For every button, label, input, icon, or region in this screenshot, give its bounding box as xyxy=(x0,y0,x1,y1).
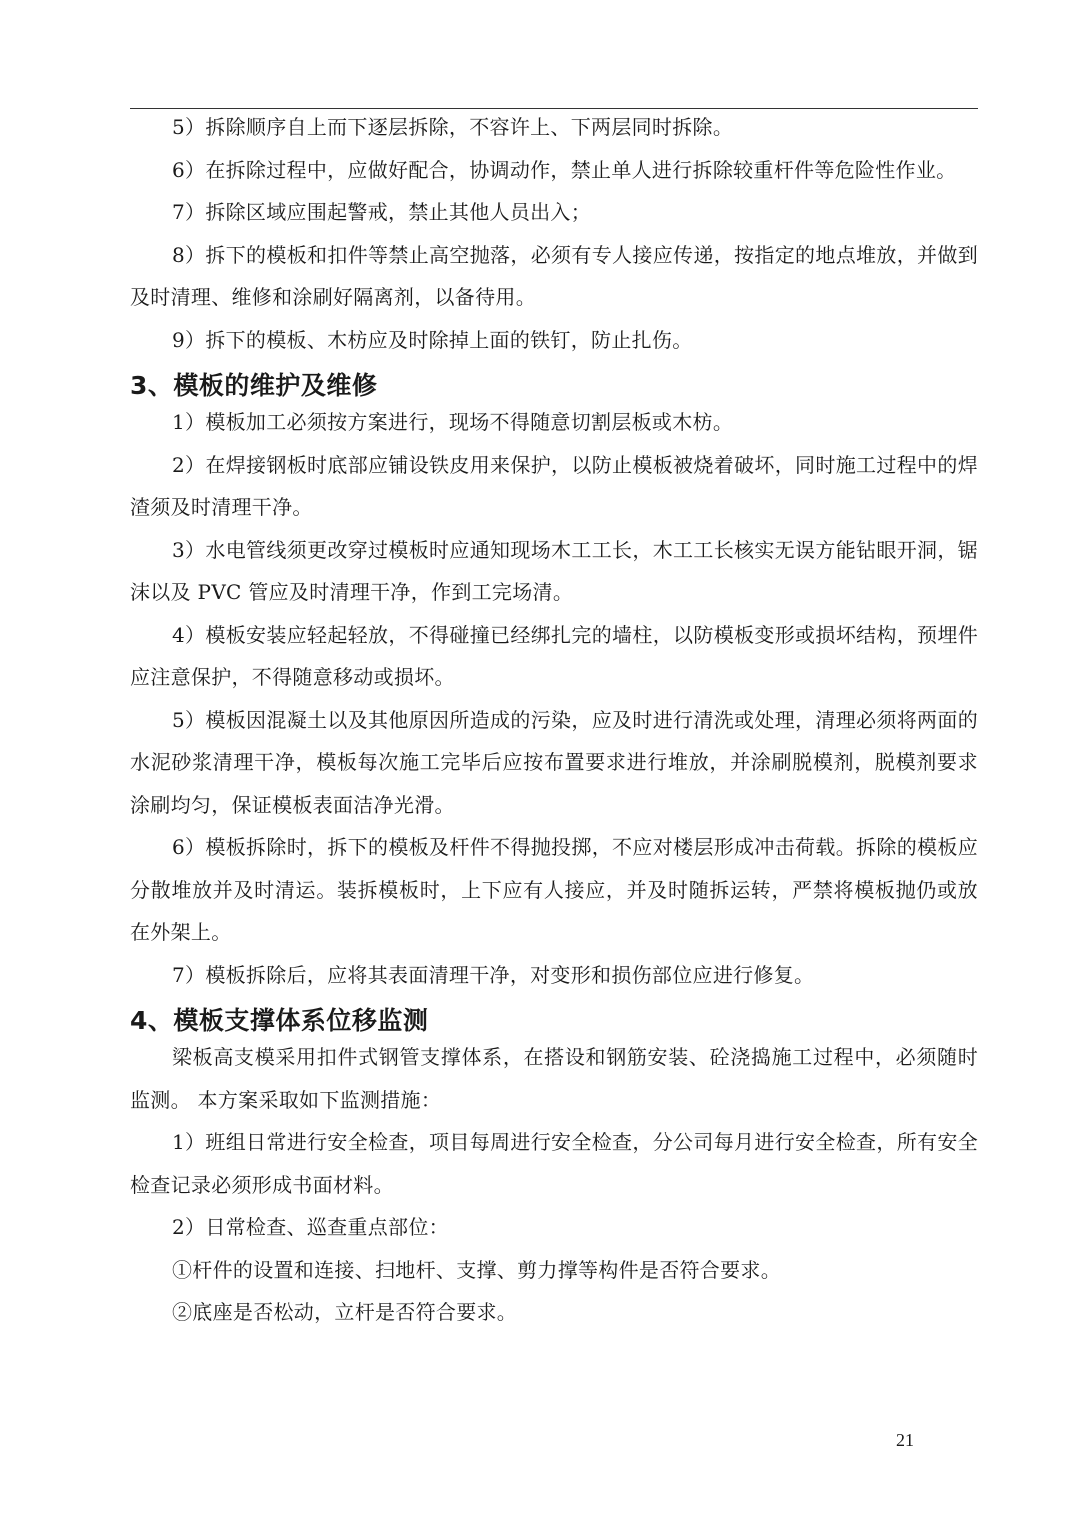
section-heading-3: 3、模板的维护及维修 xyxy=(130,371,378,400)
paragraph: 3）水电管线须更改穿过模板时应通知现场木工工长，木工工长核实无误方能钻眼开洞，锯沫以及 PVC 管应及时清理干净，作到工完场清。 xyxy=(130,537,978,604)
paragraph: 1）模板加工必须按方案进行，现场不得随意切割层板或木枋。 xyxy=(172,410,734,434)
paragraph: 5）拆除顺序自上而下逐层拆除，不容许上、下两层同时拆除。 xyxy=(172,115,734,139)
paragraph: 梁板高支模采用扣件式钢管支撑体系，在搭设和钢筋安装、砼浇捣施工过程中，必须随时监测。 本方案采取如下监测措施： xyxy=(130,1045,978,1112)
section-heading-4: 4、模板支撑体系位移监测 xyxy=(130,1006,429,1035)
paragraph: 6）在拆除过程中，应做好配合，协调动作，禁止单人进行拆除较重杆件等危险性作业。 xyxy=(172,157,957,182)
page-number: 21 xyxy=(896,1430,914,1450)
paragraph: 9）拆下的模板、木枋应及时除掉上面的铁钉，防止扎伤。 xyxy=(172,327,693,352)
paragraph: 5）模板因混凝土以及其他原因所造成的污染，应及时进行清洗或处理，清理必须将两面的水泥砂浆清理干净，模板每次施工完毕后应按布置要求进行堆放，并涂刷脱模剂，脱模剂要求涂刷均匀，保证模板表面洁净光滑。 xyxy=(130,707,978,817)
paragraph: ②底座是否松动，立杆是否符合要求。 xyxy=(172,1300,518,1324)
paragraph: ①杆件的设置和连接、扫地杆、支撑、剪力撑等构件是否符合要求。 xyxy=(172,1257,781,1282)
paragraph: 6）模板拆除时，拆下的模板及杆件不得抛投掷，不应对楼层形成冲击荷载。拆除的模板应分散堆放并及时清运。装拆模板时，上下应有人接应，并及时随拆运转，严禁将模板抛仍或放在外架上。 xyxy=(130,835,978,944)
paragraph: 4）模板安装应轻起轻放，不得碰撞已经绑扎完的墙柱，以防模板变形或损坏结构，预埋件应注意保护，不得随意移动或损坏。 xyxy=(130,622,978,689)
paragraph: 2）日常检查、巡查重点部位： xyxy=(172,1215,449,1239)
paragraph: 7）模板拆除后，应将其表面清理干净，对变形和损伤部位应进行修复。 xyxy=(172,962,815,987)
paragraph: 2）在焊接钢板时底部应铺设铁皮用来保护，以防止模板被烧着破坏，同时施工过程中的焊渣须及时清理干净。 xyxy=(130,452,978,519)
document-body xyxy=(130,106,978,1334)
paragraph: 1）班组日常进行安全检查，项目每周进行安全检查，分公司每月进行安全检查，所有安全检查记录必须形成书面材料。 xyxy=(130,1130,978,1197)
paragraph: 7）拆除区域应围起警戒，禁止其他人员出入； xyxy=(172,200,592,224)
paragraph: 8）拆下的模板和扣件等禁止高空抛落，必须有专人接应传递，按指定的地点堆放，并做到及时清理、维修和涂刷好隔离剂，以备待用。 xyxy=(130,242,978,309)
